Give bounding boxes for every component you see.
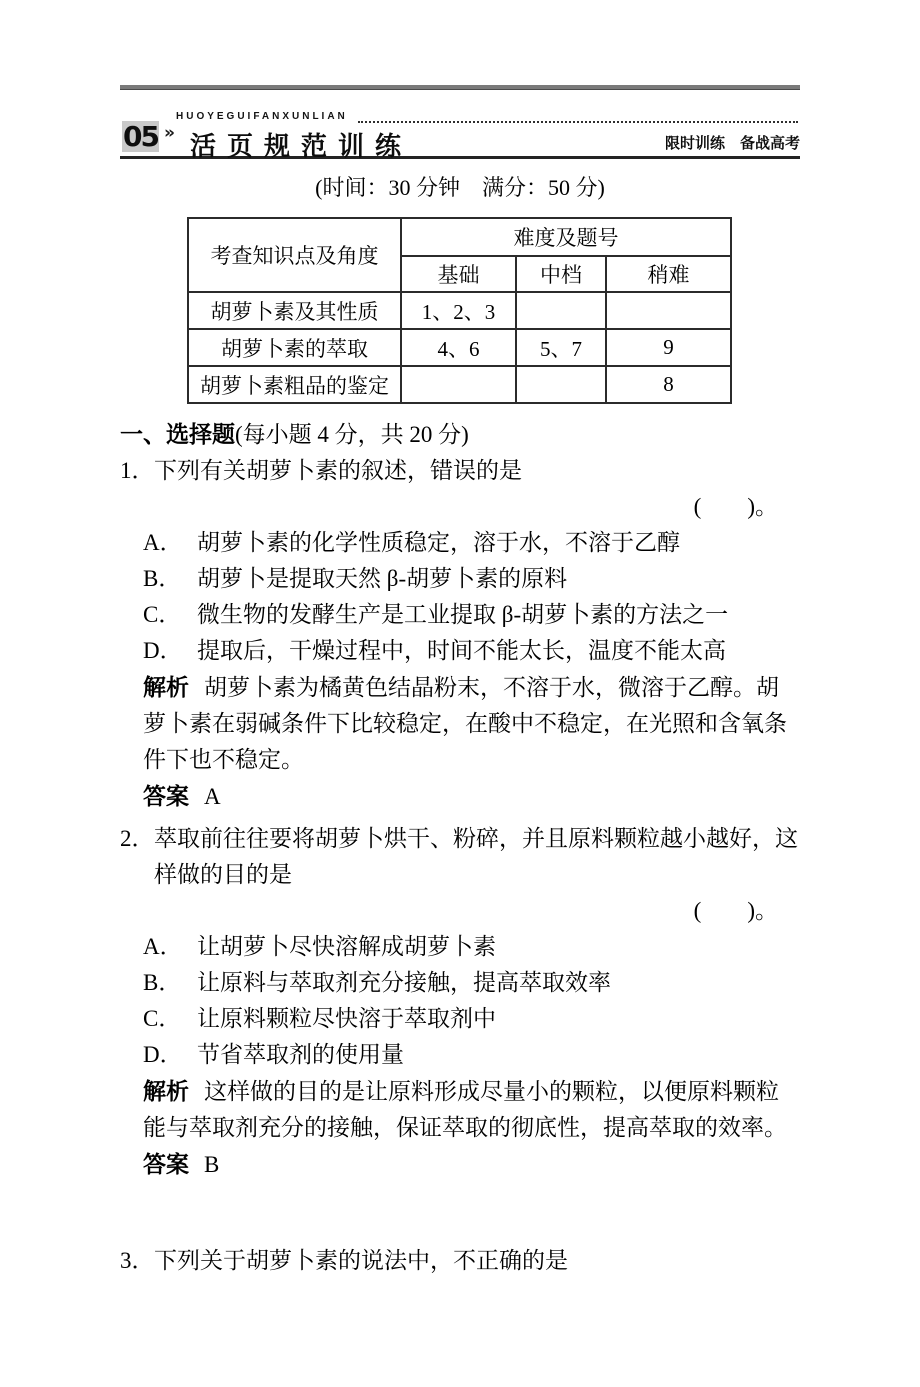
question-number: 1． (120, 458, 155, 483)
answer-label: 答案 (143, 1151, 189, 1177)
table-row (188, 329, 731, 366)
question-1 (120, 453, 800, 815)
page-content (120, 85, 800, 1279)
question-number: 2． (120, 826, 155, 851)
table-cell-hard: 8 (606, 366, 731, 403)
option-text: 节省萃取剂的使用量 (197, 1042, 404, 1067)
question-stem (120, 453, 800, 489)
table-cell-medium: 5、7 (516, 329, 606, 366)
table-cell-hard: 9 (606, 329, 731, 366)
table-corner-header: 考查知识点及角度 (188, 218, 401, 292)
option-text: 让原料与萃取剂充分接触，提高萃取效率 (197, 970, 611, 995)
option-label: B． (143, 566, 182, 591)
table-subheader-basic: 基础 (401, 256, 516, 292)
question-text: 萃取前往往要将胡萝卜烘干、粉碎，并且原料颗粒越小越好，这样做的目的是 (154, 826, 798, 887)
option-a (143, 525, 800, 561)
table-cell-topic: 胡萝卜素粗品的鉴定 (188, 366, 401, 403)
option-text: 让原料颗粒尽快溶于萃取剂中 (197, 1006, 496, 1031)
section-heading-bold: 一、选择题 (120, 421, 235, 447)
question-number: 3． (120, 1248, 155, 1273)
option-c (143, 1001, 800, 1037)
header-slogan: 限时训练 备战高考 (664, 135, 800, 152)
difficulty-table (187, 217, 732, 404)
section-number-badge: 05 (123, 120, 158, 153)
table-cell-medium (516, 366, 606, 403)
table-cell-medium (516, 292, 606, 329)
table-group-header: 难度及题号 (401, 218, 731, 256)
analysis-label: 解析 (143, 674, 189, 700)
option-a (143, 929, 800, 965)
analysis-text: 这样做的目的是让原料形成尽量小的颗粒，以便原料颗粒能与萃取剂充分的接触，保证萃取的彻底性，提高萃取的效率。 (143, 1079, 787, 1140)
question-stem (120, 821, 800, 893)
section-heading (120, 416, 800, 453)
option-label: D． (143, 638, 183, 663)
table-cell-topic: 胡萝卜素的萃取 (188, 329, 401, 366)
option-d (143, 633, 800, 669)
option-label: B． (143, 970, 182, 995)
option-label: A． (143, 934, 183, 959)
question-stem (120, 1243, 800, 1279)
table-cell-basic (401, 366, 516, 403)
table-cell-basic: 1、2、3 (401, 292, 516, 329)
table-subheader-hard: 稍难 (606, 256, 731, 292)
table-row (188, 292, 731, 329)
option-text: 提取后，干燥过程中，时间不能太长，温度不能太高 (197, 638, 726, 663)
option-text: 胡萝卜是提取天然 β-胡萝卜素的原料 (197, 566, 568, 591)
option-text: 微生物的发酵生产是工业提取 β-胡萝卜素的方法之一 (197, 602, 729, 627)
analysis-label: 解析 (143, 1078, 189, 1104)
question-text: 下列关于胡萝卜素的说法中，不正确的是 (154, 1248, 568, 1273)
exam-info: (时间：30 分钟 满分：50 分) (315, 175, 605, 200)
answer-value: B (204, 1152, 220, 1177)
option-b (143, 965, 800, 1001)
option-text: 让胡萝卜尽快溶解成胡萝卜素 (197, 934, 496, 959)
option-c (143, 597, 800, 633)
question-text: 下列有关胡萝卜素的叙述，错误的是 (154, 458, 522, 483)
section-heading-note: (每小题 4 分，共 20 分) (235, 422, 469, 447)
eyebrow-pinyin-text: HUOYEGUIFANXUNLIAN (176, 111, 348, 122)
option-label: A． (143, 530, 183, 555)
options-list (143, 929, 800, 1073)
option-b (143, 561, 800, 597)
page-header (120, 90, 800, 161)
chevron-right-icon: » (164, 123, 175, 143)
option-label: D． (143, 1042, 183, 1067)
table-cell-topic: 胡萝卜素及其性质 (188, 292, 401, 329)
page-title: 活页规范训练 (190, 131, 413, 161)
analysis-paragraph (143, 669, 800, 778)
answer-label: 答案 (143, 783, 189, 809)
dotted-divider (358, 121, 798, 123)
answer-bracket: ( )。 (693, 898, 778, 923)
table-subheader-medium: 中档 (516, 256, 606, 292)
option-label: C． (143, 1006, 182, 1031)
answer-line (143, 778, 800, 815)
answer-bracket: ( )。 (693, 494, 778, 519)
question-2 (120, 821, 800, 1183)
analysis-paragraph (143, 1073, 800, 1146)
analysis-text: 胡萝卜素为橘黄色结晶粉末，不溶于水，微溶于乙醇。胡萝卜素在弱碱条件下比较稳定，在酸中不稳定，在光照和含氧条件下也不稳定。 (143, 675, 787, 772)
option-label: C． (143, 602, 182, 627)
options-list (143, 525, 800, 669)
answer-line (143, 1146, 800, 1183)
option-d (143, 1037, 800, 1073)
question-3 (120, 1243, 800, 1279)
option-text: 胡萝卜素的化学性质稳定，溶于水，不溶于乙醇 (197, 530, 680, 555)
table-cell-basic: 4、6 (401, 329, 516, 366)
answer-value: A (204, 784, 221, 809)
table-cell-hard (606, 292, 731, 329)
table-row (188, 366, 731, 403)
